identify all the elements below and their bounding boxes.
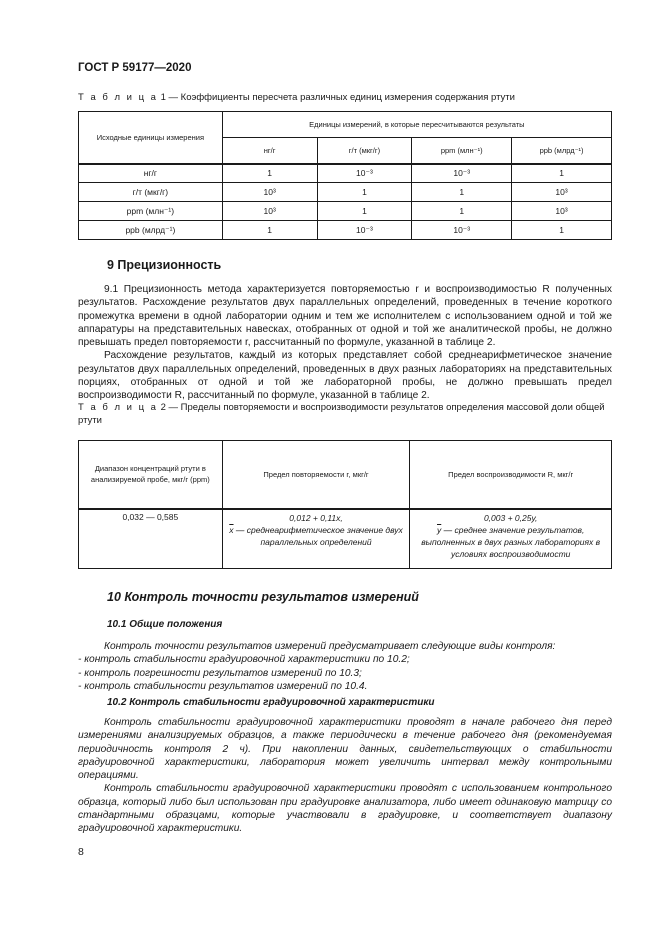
paragraph: Контроль точности результатов измерений предусматривает следующие виды контроля: <box>104 641 556 652</box>
range-value: 0,032 — 0,585 <box>79 509 223 569</box>
row-unit: нг/г <box>79 164 223 183</box>
reproducibility-header: Предел воспроизводимости R, мкг/г <box>410 441 612 509</box>
page-number: 8 <box>78 846 84 858</box>
conversion-table <box>78 111 612 240</box>
table-cell: 1 <box>412 202 512 221</box>
formula-r-desc <box>225 524 408 548</box>
table-cell: 10⁻³ <box>412 164 512 183</box>
table-cell: 1 <box>222 221 317 240</box>
repeatability-formula <box>222 509 410 569</box>
table-cell: 1 <box>512 221 612 240</box>
table-cell: 10⁻³ <box>317 221 412 240</box>
paragraph: Контроль стабильности градуировочной характеристики проводят с использованием контрольного образца, который либо был использован при градуировке анализатора, либо имеет одинаковую матрицу со стандартными образцами, которые участвовали в градуировке, и соответствует диапазону градуировочной характеристики. <box>78 783 612 835</box>
source-units-header: Исходные единицы измерения <box>79 112 223 164</box>
range-header: Диапазон концентраций ртути в анализируемой пробе, мкг/г (ppm) <box>79 441 223 509</box>
formula-r: 0,012 + 0,11x, <box>289 512 343 523</box>
table-cell: 10⁻³ <box>412 221 512 240</box>
precision-table <box>78 440 612 569</box>
table-cell: 10³ <box>222 202 317 221</box>
table-row <box>79 221 612 240</box>
section-10-2-body <box>78 716 612 836</box>
column-header: г/т (мкг/г) <box>317 138 412 164</box>
reproducibility-formula <box>410 509 612 569</box>
mean-symbol: $\overline{y}$ <box>437 524 442 535</box>
section-9-heading: 9 Прецизионность <box>107 258 222 272</box>
table-cell: 10³ <box>512 202 612 221</box>
table-cell: 1 <box>222 164 317 183</box>
table-cell: 10³ <box>512 183 612 202</box>
description-text: — среднеарифметическое значение двух параллельных определений <box>233 524 403 547</box>
paragraph: 9.1 Прецизионность метода характеризуется повторяемостью r и воспроизводимостью R полученных результатов. Расхождение результатов двух параллельных определений, проведенных в течение короткого промежутка времени в одной лаборатории одним и тем же исполнителем с использованием одной и той же аппаратуры на представительных навесках, отобранных от одной и той же аналитической пробы, не должно превышать предел повторяемости r, рассчитанный по формуле, указанной в таблице 2. <box>78 284 612 349</box>
column-header: ppm (млн⁻¹) <box>412 138 512 164</box>
section-9-body <box>78 283 612 403</box>
column-header: нг/г <box>222 138 317 164</box>
table-row <box>79 509 612 569</box>
table2-caption-text: 2 — Пределы повторяемости и воспроизводимости результатов определения массовой доли общей ртути <box>78 402 605 426</box>
table1-caption <box>78 91 618 104</box>
table2-caption <box>78 401 612 427</box>
table-cell: 1 <box>317 202 412 221</box>
row-unit: ppm (млн⁻¹) <box>79 202 223 221</box>
paragraph: Контроль стабильности градуировочной характеристики проводят в начале рабочего дня перед измерениями анализируемых образцов, а также периодически в течение рабочего дня (рекомендуемая периодичность контроля 2 ч). При накоплении данных, свидетельствующих о стабильности градуировочной характеристики, лаборатория может увеличить интервал между контрольными операциями. <box>78 717 612 782</box>
table1-caption-text: 1 — Коэффициенты пересчета различных единиц измерения содержания ртути <box>160 92 515 103</box>
mean-symbol: $\overline{x}$ <box>229 524 234 535</box>
table-row <box>79 164 612 183</box>
column-header: ppb (млрд⁻¹) <box>512 138 612 164</box>
table-row <box>79 202 612 221</box>
table-cell: 1 <box>412 183 512 202</box>
list-item: - контроль стабильности градуировочной характеристики по 10.2; <box>78 654 410 666</box>
section-10-2-heading: 10.2 Контроль стабильности градуировочной характеристики <box>107 697 435 708</box>
row-unit: г/т (мкг/г) <box>79 183 223 202</box>
list-item: - контроль погрешности результатов измерений по 10.3; <box>78 667 362 679</box>
control-list <box>78 653 612 693</box>
list-item: - контроль стабильности результатов измерений по 10.4. <box>78 680 368 692</box>
formula-R: 0,003 + 0,25y, <box>483 512 538 523</box>
table-cell: 10⁻³ <box>317 164 412 183</box>
document-title: ГОСТ Р 59177—2020 <box>78 62 192 74</box>
section-10-1-heading: 10.1 Общие положения <box>107 619 223 630</box>
formula-R-desc <box>412 524 609 560</box>
table1-caption-label: Т а б л и ц а <box>78 92 158 103</box>
description-text: — среднее значение результатов, выполненных в двух разных лабораториях в условиях воспроизводимости <box>421 524 601 559</box>
table-cell: 1 <box>512 164 612 183</box>
repeatability-header: Предел повторяемости r, мкг/г <box>222 441 410 509</box>
row-unit: ppb (млрд⁻¹) <box>79 221 223 240</box>
table-cell: 10³ <box>222 183 317 202</box>
section-10-1-body <box>78 640 612 693</box>
table-cell: 1 <box>317 183 412 202</box>
table-row <box>79 183 612 202</box>
table2-caption-label: Т а б л и ц а <box>78 402 158 413</box>
section-10-heading: 10 Контроль точности результатов измерений <box>107 590 419 604</box>
paragraph: Расхождение результатов, каждый из которых представляет собой среднеарифметическое значение результатов двух параллельных определений, проведенных в двух разных лабораториях на представительных порциях, отобранных от одной и той же лабораторной пробы, не должно превышать предел воспроизводимости R, рассчитанный по формуле, указанной в таблице 2. <box>78 350 612 402</box>
target-units-header: Единицы измерений, в которые пересчитываются результаты <box>222 112 611 138</box>
